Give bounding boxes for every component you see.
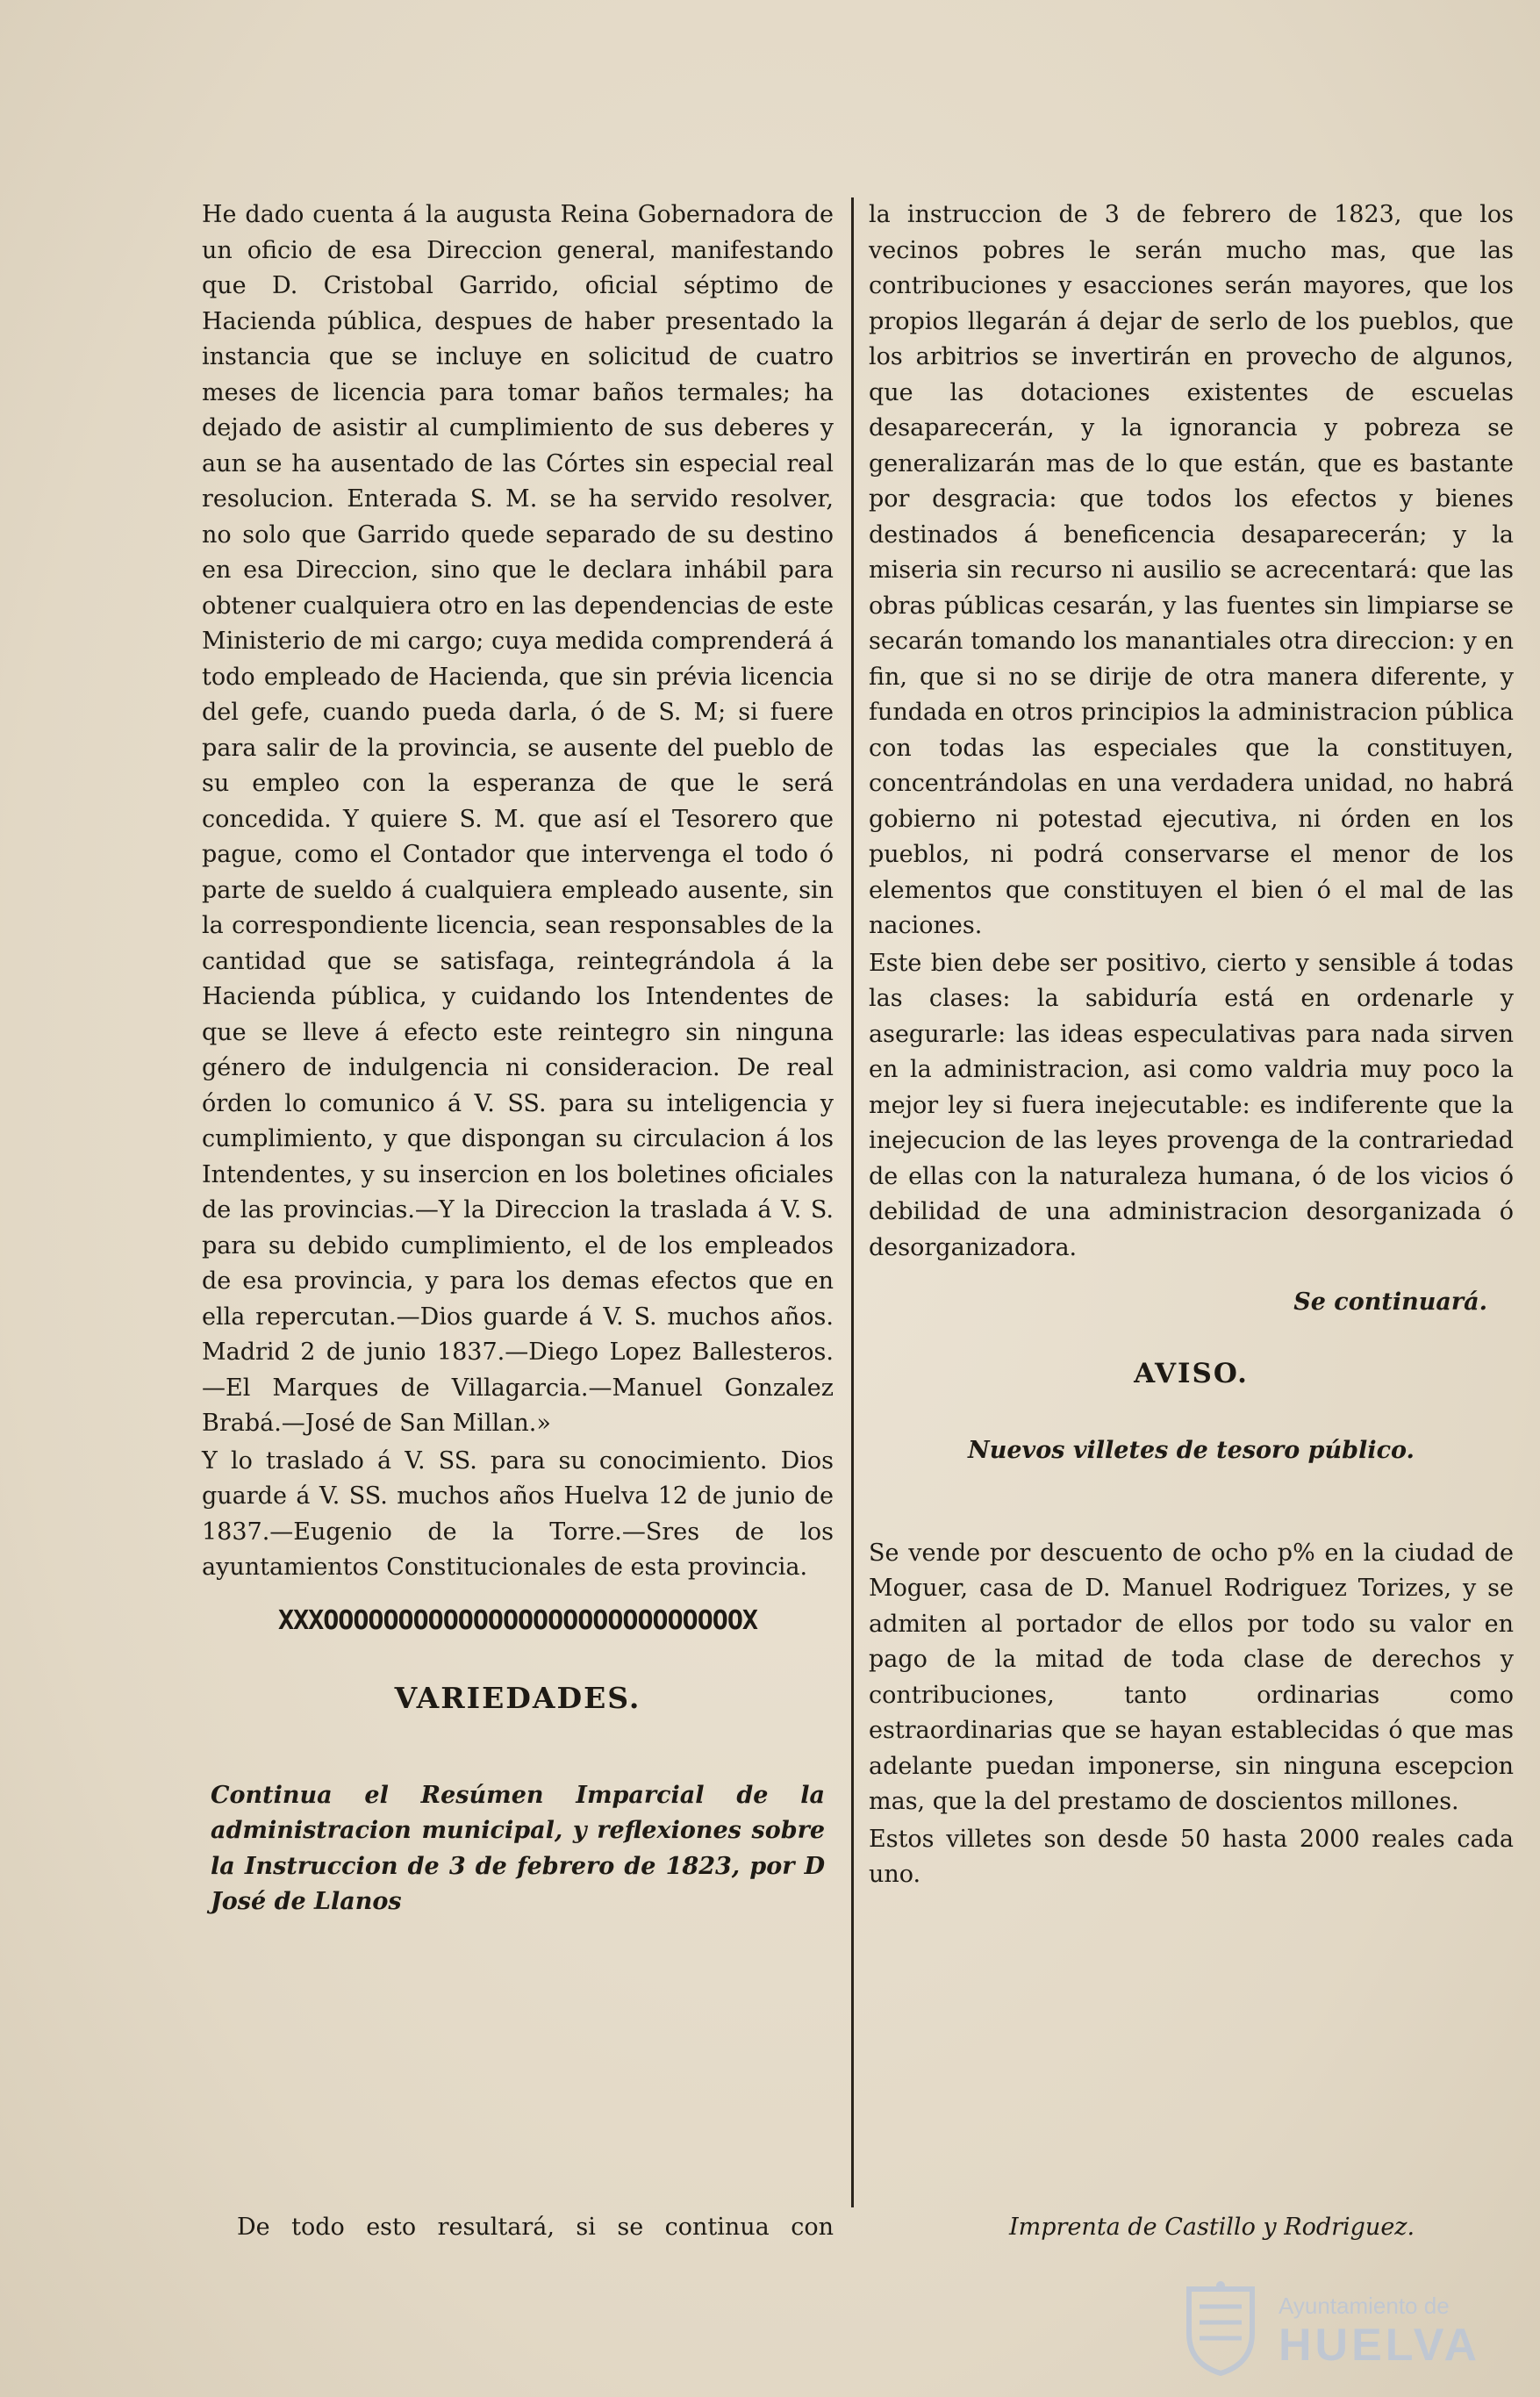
column-divider — [851, 197, 854, 2207]
article-subtitle: Continua el Resúmen Imparcial de la administracion municipal, y reflexiones sobre la Instruccion de 3 de febrero de 1823, por D José de Llanos — [211, 1781, 825, 1915]
article-continuation-paragraph: la instruccion de 3 de febrero de 1823, que los vecinos pobres le serán mucho mas, que las contribuciones y esacciones serán mayores, que los propios llegarán á dejar de serlo de los pueblos, que los arbitrios se invertirán en provecho de algunos, que las dotaciones existentes de escuelas desaparecerán, y la ignorancia y pobreza se generalizarán mas de lo que están, que es bastante por desgracia: que todos los efectos y bienes destinados á beneficencia desaparecerán; y la miseria sin recurso ni ausilio se acrecentará: que las obras públicas cesarán, y las fuentes sin limpiarse se secarán tomando los manantiales otra direccion: y en fin, que si no se dirije de otra manera diferente, y fundada en otros principios la administracion pública con todas las especiales que la constituyen, concentrándolas en una verdadera unidad, no habrá gobierno ni potestad ejecutiva, ni órden en los pueblos, ni podrá conservarse el menor de los elementos que constituyen el bien ó el mal de las naciones. — [869, 201, 1514, 939]
ornamental-divider: XXXOOOOOOOOOOOOOOOOOOOOOOOOOOOOX — [278, 1604, 757, 1636]
coat-of-arms-icon — [1180, 2280, 1261, 2377]
notice-title: AVISO. — [1134, 1357, 1249, 1389]
watermark-line-1: Ayuntamiento de — [1279, 2293, 1450, 2319]
transfer-paragraph: Y lo traslado á V. SS. para su conocimiento. Dios guarde á V. SS. muchos años Huelva 12 de junio de 1837.—Eugenio de la Torre.—Sres de los ayuntamientos Constitucionales de esta provincia. — [202, 1446, 834, 1581]
printer-imprint: Imprenta de Castillo y Rodriguez. — [1009, 2214, 1415, 2241]
section-heading: VARIEDADES. — [394, 1681, 641, 1715]
notice-subtitle: Nuevos villetes de tesoro público. — [968, 1437, 1415, 1464]
archive-watermark — [1180, 2280, 1483, 2377]
right-column — [869, 197, 1514, 1893]
notice-paragraph: Estos villetes son desde 50 hasta 2000 reales cada uno. — [869, 1825, 1514, 1888]
notice-paragraph: Se vende por descuento de ocho p% en la ciudad de Moguer, casa de D. Manuel Rodriguez Torizes, y se admiten al portador de ellos por todo su valor en pago de la mitad de toda clase de derechos y contribuciones, tanto ordinarias como estraordinarias que se hayan establecidas ó que mas adelante puedan imponerse, sin ninguna escepcion mas, que la del prestamo de doscientos millones. — [869, 1539, 1514, 1815]
left-column-closing-line: De todo esto resultará, si se continua con — [237, 2214, 834, 2241]
left-column — [202, 197, 834, 1973]
article-paragraph: Este bien debe ser positivo, cierto y sensible á todas las clases: la sabiduría está en ordenarle y asegurarle: las ideas especulativas para nada sirven en la administracion, asi como valdria muy poco la mejor ley si fuera inejecutable: es indiferente que la inejecucion de las leyes provenga de la contrariedad de ellas con la naturaleza humana, ó de los vicios ó debilidad de una administracion desorganizada ó desorganizadora. — [869, 949, 1514, 1261]
royal-order-paragraph: He dado cuenta á la augusta Reina Gobernadora de un oficio de esa Direccion general, manifestando que D. Cristobal Garrido, oficial séptimo de Hacienda pública, despues de haber presentado la instancia que se incluye en solicitud de cuatro meses de licencia para tomar baños termales; ha dejado de asistir al cumplimiento de sus deberes y aun se ha ausentado de las Córtes sin especial real resolucion. Enterada S. M. se ha servido resolver, no solo que Garrido quede separado de su destino en esa Direccion, sino que le declara inhábil para obtener cualquiera otro en las dependencias de este Ministerio de mi cargo; cuya medida comprenderá á todo empleado de Hacienda, que sin prévia licencia del gefe, cuando pueda darla, ó de S. M; si fuere para salir de la provincia, se ausente del pueblo de su empleo con la esperanza de que le será concedida. Y quiere S. M. que así el Tesorero que pague, como el Contador que intervenga el todo ó parte de sueldo á cualquiera empleado ausente, sin la correspondiente licencia, sean responsables de la cantidad que se satisfaga, reintegrándola á la Hacienda pública, y cuidando los Intendentes de que se lleve á efecto este reintegro sin ninguna género de indulgencia ni consideracion. De real órden lo comunico á V. SS. para su inteligencia y cumplimiento, y que dispongan su circulacion á los Intendentes, y su insercion en los boletines oficiales de las provincias.—Y la Direccion la traslada á V. S. para su debido cumplimiento, el de los empleados de esa provincia, y para los demas efectos que en ella repercutan.—Dios guarde á V. S. muchos años. Madrid 2 de junio 1837.—Diego Lopez Ballesteros.—El Marques de Villagarcia.—Manuel Gonzalez Brabá.—José de San Millan.» — [202, 201, 834, 1437]
watermark-line-2: HUELVA — [1279, 2320, 1481, 2371]
continuation-note: Se continuará. — [1293, 1288, 1487, 1316]
